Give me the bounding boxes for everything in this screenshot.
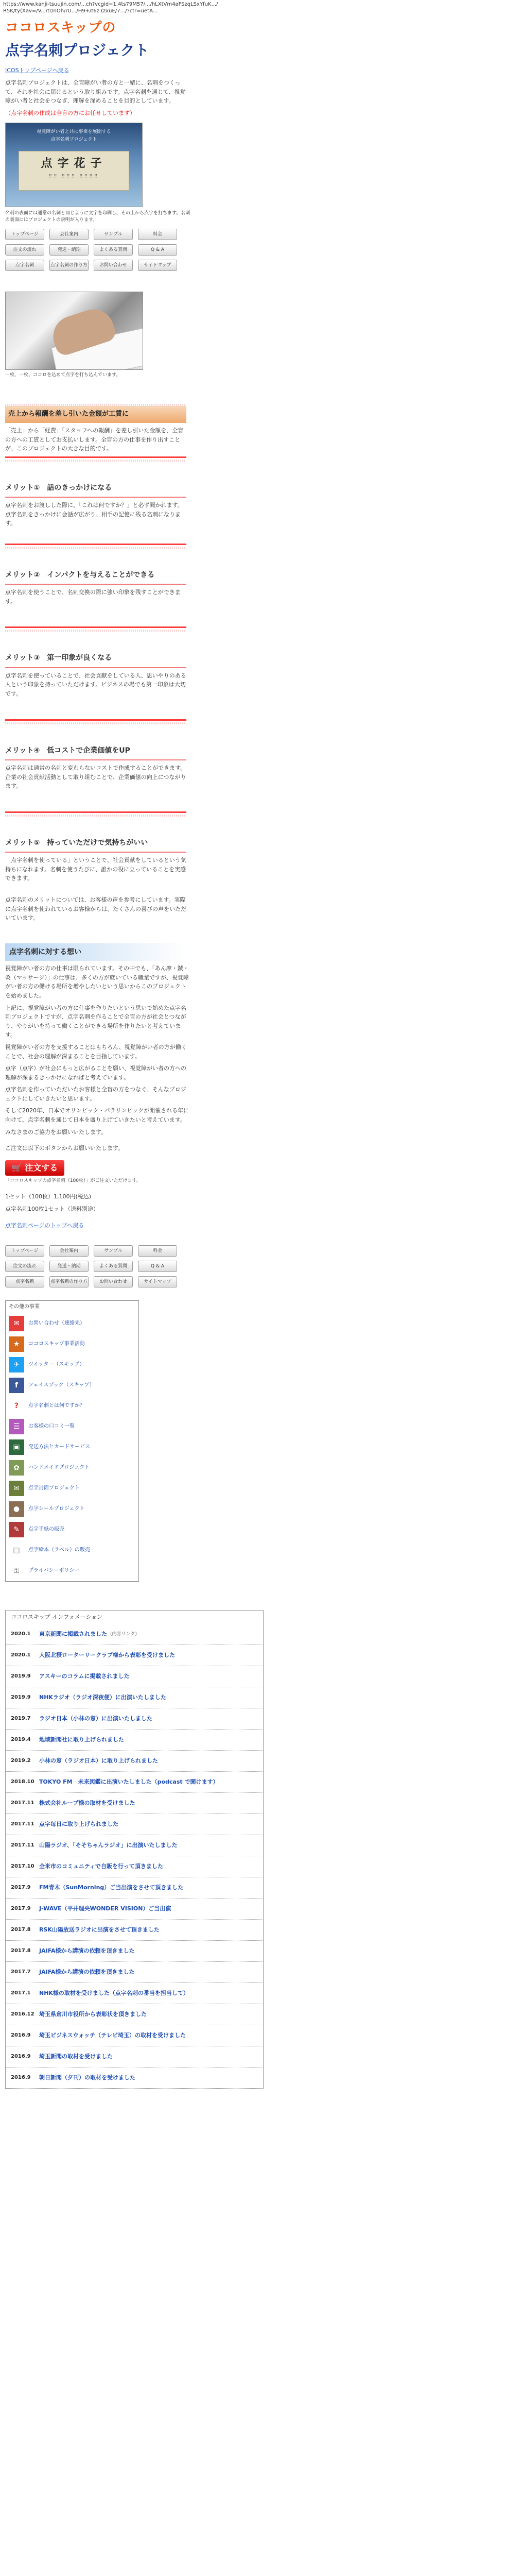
news-item[interactable]: 2019.9 NHKラジオ（ラジオ深夜便）に出演いたしました — [6, 1687, 263, 1708]
brand-name: ココロスキップの — [5, 20, 116, 36]
merit-title: メリット② インパクトを与えることができる — [5, 570, 155, 579]
nav-button[interactable]: お問い合わせ — [94, 260, 133, 271]
news-item[interactable]: 2017.8 RSK山陽放送ラジオに出演をさせて頂きました — [6, 1920, 263, 1941]
merit-summary: 点字名刺のメリットについては、お客様の声を参考にしています。実際に点字名刺を使われているお客様からは、たくさんの喜びの声をいただいています。 — [5, 896, 186, 922]
news-item[interactable]: 2017.1 NHK様の取材を受けました（点字名刺の番当を担当して） — [6, 1983, 263, 2004]
nav-button[interactable]: 会社案内 — [49, 229, 89, 240]
news-item[interactable]: 2017.10 全米市のコミュニティで自販を行って頂きました — [6, 1856, 263, 1877]
news-item[interactable]: 2018.10 TOKYO FM 未来図鑑に出演いたしました（podcast で聞けます） — [6, 1772, 263, 1793]
card-name: 点字花子 — [41, 157, 107, 171]
side-item[interactable]: ? 点字名刺とは何ですか？ — [6, 1396, 138, 1416]
news-item[interactable]: 2017.8 JAIFA様から講演の依頼を頂きました — [6, 1941, 263, 1962]
sample-card — [19, 151, 129, 191]
question-icon: ? — [9, 1398, 24, 1414]
merit-text: 「点字名刺を使っている」ということで、社会貢献をしているという気持ちになれます。名刺を使うたびに、誰かの役に立っていることを実感できます。 — [5, 857, 186, 882]
merit-title: メリット① 話のきっかけになる — [5, 483, 112, 492]
return-link[interactable]: 点字名刺ページのトップへ戻る — [5, 1222, 84, 1229]
banner-line2: 点字名刺プロジェクト — [50, 137, 97, 142]
nav-button[interactable]: 点字名刺 — [5, 1276, 44, 1287]
activity-icon: ★ — [9, 1336, 24, 1352]
news-item[interactable]: 2016.9 埼玉ビジネスウォッチ（テレビ埼玉）の取材を受けました — [6, 2025, 263, 2046]
twitter-icon: ✈ — [9, 1357, 24, 1372]
facebook-icon: f — [9, 1378, 24, 1393]
reviews-icon: ☰ — [9, 1419, 24, 1434]
nav-grid-top — [5, 229, 506, 271]
letter-icon: ✎ — [9, 1522, 24, 1537]
nav-button[interactable]: サンプル — [94, 1245, 133, 1257]
feature-heading: 売上から報酬を差し引いた金額が工賃に — [5, 406, 186, 423]
merit-title: メリット⑤ 持っていただけで気持ちがいい — [5, 838, 148, 847]
news-item[interactable]: 2019.7 ラジオ日本（小林の窓）に出演いたしました — [6, 1708, 263, 1730]
merit-title: メリット④ 低コストで企業価値をUP — [5, 746, 130, 755]
news-item[interactable]: 2017.7 JAIFA様から講演の依頼を頂きました — [6, 1962, 263, 1983]
feature-section — [5, 404, 186, 462]
merit-2 — [5, 569, 186, 632]
side-item[interactable]: ▤ 点字絵本（ラベル）の販売 — [6, 1540, 138, 1561]
nav-button[interactable]: 点字名刺 — [5, 260, 44, 271]
side-item[interactable]: ✉ 点字封筒プロジェクト — [6, 1478, 138, 1499]
information-box — [5, 1610, 264, 2089]
side-item[interactable]: ✎ 点字手紙の販売 — [6, 1519, 138, 1540]
thoughts-paragraph: そして2020年、日本でオリンピック・パラリンピックが開催される年に向けて、点字名刺を通じて日本を盛り上げていきたいと考えています。 — [5, 1107, 189, 1124]
cart-icon: 🛒 — [11, 1162, 22, 1173]
nav-button[interactable]: 注文の流れ — [5, 1261, 44, 1272]
other-projects-box — [5, 1300, 139, 1582]
thoughts-section — [5, 943, 506, 1137]
merit-text: 点字名刺は通常の名刺と変わらないコストで作成することができます。企業の社会貢献活動として取り組むことで、企業価値の向上につながります。 — [5, 765, 186, 790]
side-item[interactable]: ☰ お客様の口コミ一覧 — [6, 1416, 138, 1437]
price-note: 点字名刺100枚1セット（送料別途） — [5, 1206, 99, 1213]
nav-button[interactable]: Q & A — [138, 244, 177, 256]
banner-caption: 名刺の表面には通常の名刺と同じように文字を印刷し、その上から点字を打ちます。名刺の裏面にはプロジェクトの説明が入ります。 — [5, 211, 190, 223]
envelope-icon: ✉ — [9, 1481, 24, 1496]
merit-title: メリット③ 第一印象が良くなる — [5, 654, 112, 663]
mail-icon: ✉ — [9, 1316, 24, 1331]
news-item[interactable]: 2016.12 埼玉県倉川市役所から表彰状を頂きました — [6, 2004, 263, 2025]
nav-button[interactable]: トップページ — [5, 229, 44, 240]
thoughts-paragraph: 視覚障がい者の方の仕事は限られています。その中でも、「あん摩・鍼・灸（マッサージ）」の仕事は、多くの方が就いている職業ですが、視覚障がい者の方の働ける場所を増やしたいという思いからこのプロジェクトを始めました。 — [5, 965, 189, 999]
information-title: ココロスキップ インフォメーション — [11, 1614, 103, 1621]
handmade-icon: ✿ — [9, 1460, 24, 1476]
back-to-top-link[interactable]: ICOSトップページへ戻る — [5, 67, 69, 74]
page-url: https://www.kanji-tsuujin.com/...ch?vcgid=1.4ts79M57/.../hLXtVm4aFSzqLSxYfuK.../R5K/ty(Xav=/V.../tr/nOh/rU.../H9+/t6z.(zxuE/7.../?ctr=uetA... — [3, 2, 218, 14]
news-item[interactable]: 2019.4 地域新聞社に取り上げられました — [6, 1730, 263, 1751]
merit-1 — [5, 482, 186, 549]
nav-button[interactable]: サイトマップ — [138, 260, 177, 271]
side-item[interactable]: ▣ 発送方法とカードサービス — [6, 1437, 138, 1458]
card-braille: ⠿⠿ ⠿⠿⠿ ⠿⠿⠿⠿ — [48, 174, 99, 179]
hero-banner — [5, 123, 143, 207]
nav-grid-bottom — [5, 1245, 506, 1287]
thoughts-paragraph: 点字名刺を作っていただいたお客様と全盲の方をつなぐ、そんなプロジェクトにしていきたいと思います。 — [5, 1086, 186, 1102]
side-item[interactable]: ✉ お問い合わせ（連絡先） — [6, 1313, 138, 1334]
book-icon: ▤ — [9, 1543, 24, 1558]
news-item[interactable]: 2017.9 J-WAVE（平井理央WONDER VISION）ご当出演 — [6, 1899, 263, 1920]
nav-button[interactable]: 会社案内 — [49, 1245, 89, 1257]
order-button-label: 注文する — [25, 1162, 58, 1173]
nav-button[interactable]: 発送・納期 — [49, 244, 89, 256]
order-sub: 「ココロスキップの点字名刺（100枚）」がご注文いただけます。 — [5, 1178, 141, 1183]
merit-text: 点字名刺をお渡しした際に、「これは何ですか？」と必ず聞かれます。点字名刺をきっかけに会話が広がり、相手の記憶に残る名刺になります。 — [5, 502, 183, 527]
news-item[interactable]: 2016.9 朝日新聞（夕刊）の取材を受けました — [6, 2067, 263, 2089]
other-projects-title: その他の事業 — [9, 1304, 40, 1310]
banner-line1: 視覚障がい者と共に事業を展開する — [37, 129, 111, 135]
news-item[interactable]: 2017.11 山陽ラジオ、「そそちゃんラジオ」に出演いたしました — [6, 1835, 263, 1856]
braille-photo — [5, 292, 143, 370]
key-icon: ⚿ — [9, 1563, 24, 1579]
feature-text: 「売上」から「経費」「スタッフへの報酬」を差し引いた金額を、全盲の方への工賃としてお支払いします。全盲の方の仕事を作り出すことが、このプロジェクトの大きな目的です。 — [5, 427, 184, 452]
nav-button[interactable]: よくある質問 — [94, 244, 133, 256]
news-item[interactable]: 2020.1 大阪北摂ローターリークラブ様から表彰を受けました — [6, 1645, 263, 1666]
order-note: ご注文は以下のボタンからお願いいたします。 — [5, 1145, 124, 1152]
side-item[interactable]: ★ ココロスキップ事業活動 — [6, 1334, 138, 1354]
nav-button[interactable]: サンプル — [94, 229, 133, 240]
side-item[interactable]: ⚿ プライバシーポリシー — [6, 1561, 138, 1581]
nav-button[interactable]: サイトマップ — [138, 1276, 177, 1287]
intro-text: 点字名刺プロジェクトは、全盲障がい者の方と一緒に、名刺をつくって、それを社会に届けるという取り組みです。点字名刺を通じて、視覚障がい者と社会をつなぎ、理解を深めることを目的としています。 — [5, 79, 186, 105]
news-item[interactable]: 2019.9 アスキーのコラムに掲載されました — [6, 1666, 263, 1687]
thoughts-paragraph: 点字（点字）が社会にもっと広がることを願い、視覚障がい者の方への理解が深まるきっかけになればと考えています。 — [5, 1065, 186, 1081]
news-item[interactable]: 2019.2 小林の窓（ラジオ日本）に取り上げられました — [6, 1751, 263, 1772]
photo-caption: 一枚、一枚、ココロを込めて点字を打ち込んでいます。 — [5, 372, 121, 378]
thoughts-paragraph: 上記に、視覚障がい者の方に仕事を作りたいという思いで始めた点字名刺プロジェクトですが、点字名刺を作ることで全盲の方が社会とつながり、やりがいを持って働くことができる場所を作りたいと考えています。 — [5, 1004, 186, 1039]
order-button[interactable] — [5, 1160, 64, 1176]
price: 1セット（100枚）1,100円(税込) — [5, 1193, 92, 1200]
merit-5 — [5, 837, 186, 883]
side-item[interactable]: ✿ ハンドメイドプロジェクト — [6, 1458, 138, 1478]
nav-button[interactable]: 料金 — [138, 229, 177, 240]
news-item[interactable]: 2017.9 FM青木（SunMorning）ご当出演をさせて頂きました — [6, 1877, 263, 1899]
thoughts-heading: 点字名刺に対する想い — [5, 943, 186, 961]
nav-button[interactable]: お問い合わせ — [94, 1276, 133, 1287]
shipping-icon: ▣ — [9, 1439, 24, 1455]
nav-button[interactable]: 点字名刺の作り方 — [49, 1276, 89, 1287]
side-item[interactable]: ● 点字シールプロジェクト — [6, 1499, 138, 1519]
intro-note: （点字名刺の作成は全盲の方にお任せしています） — [5, 109, 135, 116]
merit-4 — [5, 745, 186, 817]
nav-button[interactable]: 発送・納期 — [49, 1261, 89, 1272]
page-title: 点字名刺プロジェクト — [5, 41, 149, 59]
thoughts-paragraph: みなさまのご協力をお願いいたします。 — [5, 1128, 107, 1136]
sticker-icon: ● — [9, 1501, 24, 1517]
side-item[interactable]: f フェイスブック（スキップ） — [6, 1375, 138, 1396]
merit-3 — [5, 652, 186, 724]
nav-button[interactable]: 注文の流れ — [5, 244, 44, 256]
nav-button[interactable]: トップページ — [5, 1245, 44, 1257]
nav-button[interactable]: 点字名刺の作り方 — [49, 260, 89, 271]
nav-button[interactable]: よくある質問 — [94, 1261, 133, 1272]
thoughts-paragraph: 視覚障がい者の方を支援することはもちろん、視覚障がい者の方が働くことで、社会の理解が深まることを目指しています。 — [5, 1043, 187, 1060]
merit-text: 点字名刺を使うことで、名刺交換の際に強い印象を残すことができます。 — [5, 589, 181, 605]
nav-button[interactable]: Q & A — [138, 1261, 177, 1272]
nav-button[interactable]: 料金 — [138, 1245, 177, 1257]
side-item[interactable]: ✈ ツイッター（スキップ） — [6, 1354, 138, 1375]
merit-text: 点字名刺を使っていることで、社会貢献をしている人、思いやりのある人という印象を持っていただけます。ビジネスの場でも第一印象は大切です。 — [5, 672, 186, 698]
news-item[interactable]: 2017.11 株式会社ループ様の取材を受けました — [6, 1793, 263, 1814]
news-item[interactable]: 2020.1 東京新聞に掲載されました (内容リンク) — [6, 1624, 263, 1645]
news-item[interactable]: 2017.11 点字毎日に取り上げられました — [6, 1814, 263, 1835]
news-item[interactable]: 2016.9 埼玉新聞の取材を受けました — [6, 2046, 263, 2067]
